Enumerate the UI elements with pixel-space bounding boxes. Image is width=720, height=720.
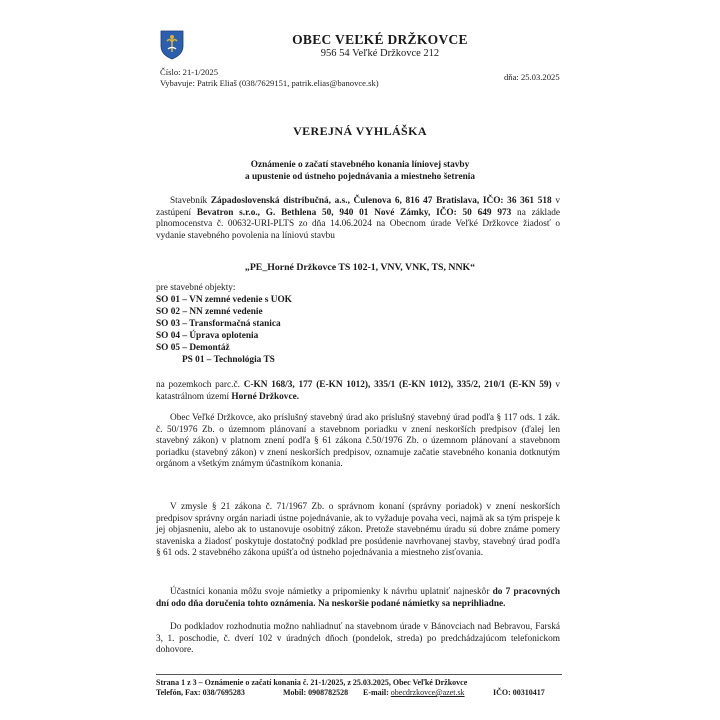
object-item: SO 05 – Demontáž: [156, 343, 230, 353]
applicant-name: Západoslovenská distribučná, a.s., Čulenova 6, 816 47 Bratislava, IČO: 36 361 518: [210, 196, 552, 206]
paragraph-objections: [156, 587, 560, 610]
paragraph-legal-basis: V zmysle § 21 zákona č. 71/1967 Zb. o správnom konaní (správny poriadok) v znení neskorších predpisov správny orgán nariadi ústne pojednávanie, ak to vyžaduje povaha veci, najmä ak sa tým prispeje k jej objasneniu, alebo ak to ustanovuje osobitný zákon. Pretože stavebnému úradu sú dobre známe pomery staveniska a žiadosť poskytuje dostatočný podklad pre posúdenie navrhovanej stavby, stavebný úrad podľa § 61 ods. 2 stavebného zákona upúšťa od ústneho pojednávania a miestneho zisťovania.: [156, 502, 560, 559]
footer-page-info: Strana 1 z 3 – Oznámenie o začatí konania č. 21-1/2025, z 25.03.2025, Obec Veľké Držkovce: [156, 678, 468, 687]
document-title: VEREJNÁ VYHLÁŠKA: [293, 124, 427, 138]
p2-text-a: na pozemkoch parc.č.: [156, 380, 244, 390]
footer-email-link[interactable]: obecdrzkovce@azet.sk: [390, 688, 465, 697]
p5-text-a: Účastníci konania môžu svoje námietky a pripomienky k návrhu uplatniť najneskôr: [170, 587, 493, 597]
paragraph-authority: Obec Veľké Držkovce, ako príslušný stavebný úrad ako príslušný stavebný úrad podľa § 117 ods. 1 zák. č. 50/1976 Zb. o územnom plánovaní a stavebnom poriadku v znení neskorších predpisov (ďalej len stavebný zákon) v platnom znení podľa § 61 zákona č.50/1976 Zb. o územnom plánovaní a stavebnom poriadku (stavebný zákon) v znení neskorších predpisov, oznamuje začatie stavebného konania dotknutým orgánom a všetkým známym účastníkom konania.: [156, 413, 560, 470]
p1-text-c: v zastúpení: [156, 196, 560, 218]
footer-ico: IČO: 00310417: [493, 688, 545, 697]
object-item: SO 03 – Transformačná stanica: [156, 319, 281, 329]
project-name: „PE_Horné Držkovce TS 102-1, VNV, VNK, TS, NNK“: [244, 262, 476, 273]
footer-email-label: E-mail:: [363, 688, 391, 697]
object-item: SO 01 – VN zemné vedenie s UOK: [156, 295, 292, 305]
representative-name: Bevatron s.r.o., G. Bethlena 50, 940 01 Nové Zámky, IČO: 50 649 973: [196, 207, 512, 218]
parcel-numbers: C-KN 168/3, 177 (E-KN 1012), 335/1 (E-KN 1012), 335/2, 210/1 (E-KN 59): [243, 380, 552, 390]
footer-divider: [156, 674, 562, 675]
p1-text-e: na základe plnomocenstva č. 00632-URI-PLTS zo dňa 14.06.2024 na Obecnom úrade Veľké Držkovce žiadosť o vydanie stavebného povolenia na líniovú stavbu: [156, 207, 560, 241]
p2-text-c: v katastrálnom území: [156, 380, 561, 402]
document-date: dňa: 25.03.2025: [504, 72, 560, 82]
subtitle-line-2: a upustenie od ústneho pojednávania a miestneho šetrenia: [245, 172, 475, 182]
paragraph-inspection: Do podkladov rozhodnutia možno nahliadnuť na stavebnom úrade v Bánovciach nad Bebravou, Farská 3, 1. poschodie, č. dverí 102 v úradných dňoch (pondelok, streda) po predchádzajúcom telefonickom dohovore.: [156, 622, 560, 656]
reference-number: Číslo: 21-1/2025: [160, 67, 219, 77]
subtitle-line-1: Oznámenie o začatí stavebného konania líniovej stavby: [250, 160, 470, 170]
objects-intro: pre stavebné objekty:: [156, 283, 236, 293]
object-item-ps: PS 01 – Technológia TS: [182, 355, 275, 365]
objection-deadline: do 7 pracovných dní odo dňa doručenia tohto oznámenia. Na neskoršie podané námietky sa neprihliadne.: [156, 587, 560, 609]
p1-text-a: Stavebník: [170, 196, 211, 206]
municipality-address: 956 54 Veľké Držkovce 212: [320, 48, 440, 59]
object-item: SO 04 – Úprava oplotenia: [156, 331, 259, 341]
paragraph-applicant: [156, 196, 560, 242]
object-item: SO 02 – NN zemné vedenie: [156, 307, 263, 317]
paragraph-parcels: [156, 380, 560, 403]
cadastral-area: Horné Držkovce.: [231, 391, 300, 402]
municipality-name: OBEC VEĽKÉ DRŽKOVCE: [292, 32, 468, 47]
footer-mobile: Mobil: 0908782528: [283, 688, 349, 697]
footer-phone: Telefón, Fax: 038/7695283: [156, 688, 245, 697]
footer-email: [363, 688, 465, 697]
handled-by: Vybavuje: Patrik Eliaš (038/7629151, patrik.elias@banovce.sk): [160, 78, 379, 88]
